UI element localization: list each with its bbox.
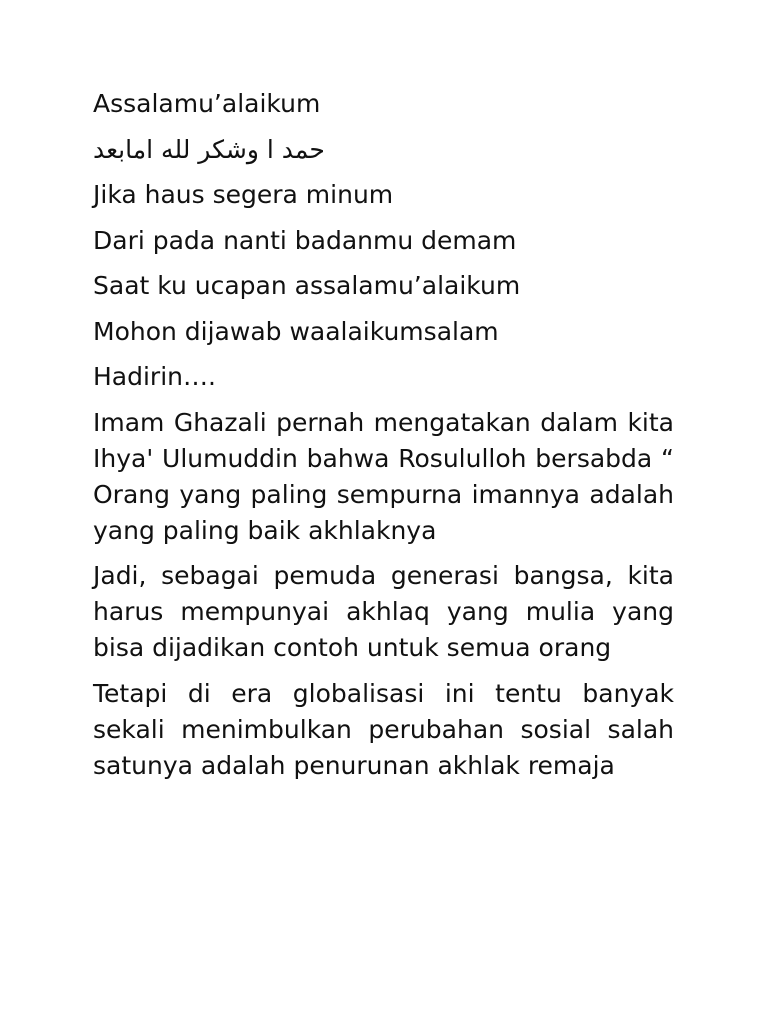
paragraph-globalisasi: Tetapi di era globalisasi ini tentu banyak sekali menimbulkan perubahan sosial salah satunya adalah penurunan akhlak remaja	[93, 678, 674, 780]
document-page	[93, 86, 674, 793]
pantun-line-2: Dari pada nanti badanmu demam	[93, 225, 517, 255]
pantun-line-4: Mohon dijawab waalaikumsalam	[93, 316, 499, 346]
pantun-line-1: Jika haus segera minum	[93, 180, 394, 209]
paragraph-ghazali: Imam Ghazali pernah mengatakan dalam kita Ihya' Ulumuddin bahwa Rosululloh bersabda “ Orang yang paling sempurna imannya adalah yang paling baik akhlaknya	[93, 407, 674, 545]
address-line: Hadirin….	[93, 362, 216, 391]
greeting-line: Assalamu’alaikum	[93, 89, 321, 118]
pantun-line-3: Saat ku ucapan assalamu’alaikum	[93, 271, 521, 300]
arabic-praise-line: حمد ا وشكر لله امابعد	[93, 134, 325, 164]
paragraph-pemuda: Jadi, sebagai pemuda generasi bangsa, kita harus mempunyai akhlaq yang mulia yang bisa dijadikan contoh untuk semua orang	[93, 561, 674, 662]
